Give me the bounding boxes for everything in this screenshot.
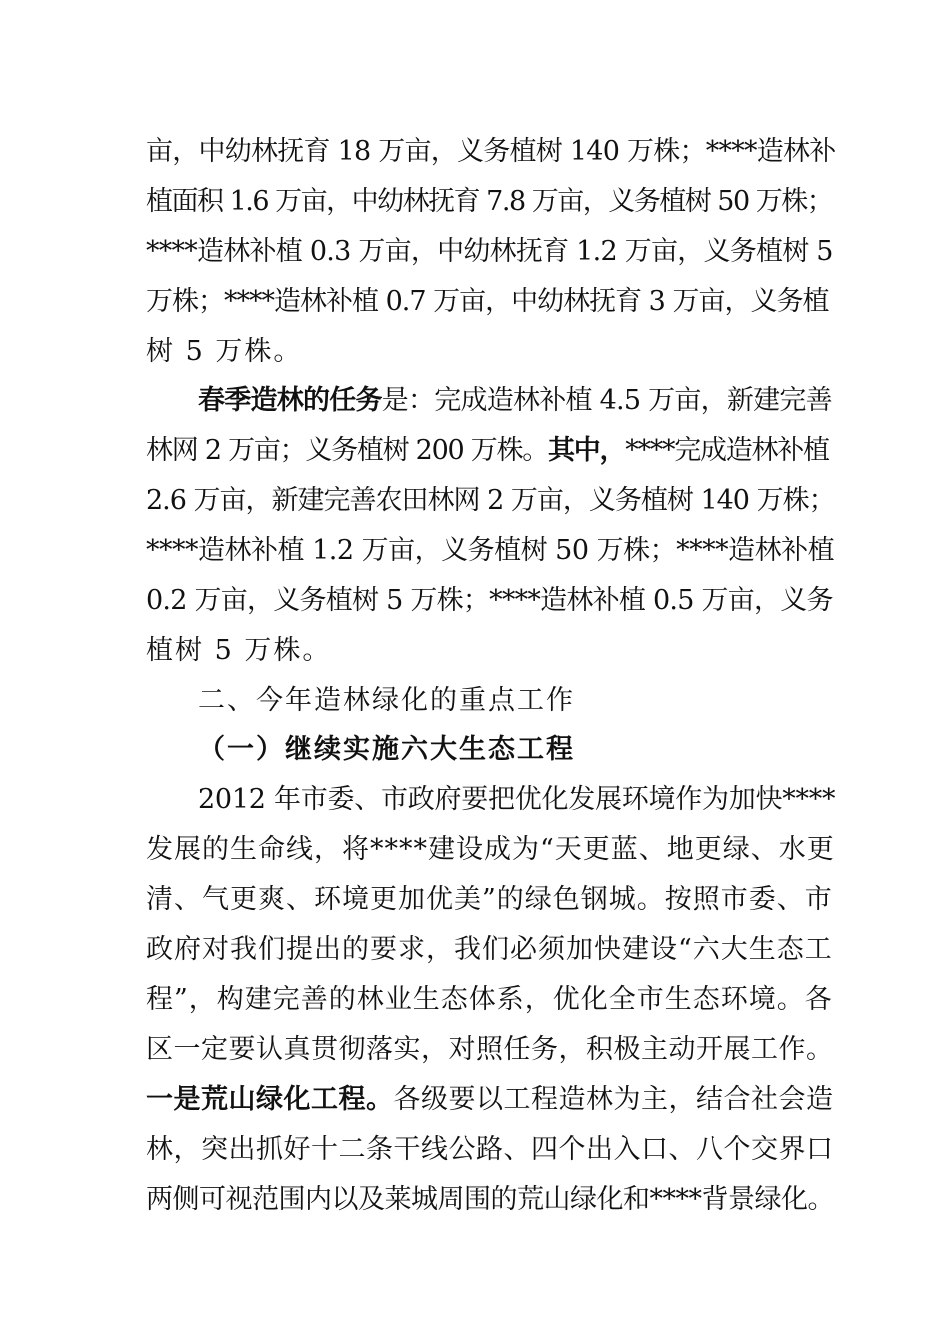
subsection-heading: （一）继续实施六大生态工程: [198, 734, 575, 765]
text-line: [146, 434, 836, 468]
text-span: 是：完成造林补植 4.5 万亩，新建完善: [381, 385, 832, 416]
text-line: 2012 年市委、市政府要把优化发展环境作为加快****: [198, 784, 836, 815]
text-line: ****造林补植 1.2 万亩，义务植树 50 万株；****造林补植: [146, 535, 835, 566]
text-line: 清、气更爽、环境更加优美”的绿色钢城。按照市委、市: [146, 884, 833, 915]
section-heading: 二、今年造林绿化的重点工作: [198, 685, 575, 716]
text-line: 万株；****造林补植 0.7 万亩，中幼林抚育 3 万亩，义务植: [146, 286, 829, 317]
text-line: 2.6 万亩，新建完善农田林网 2 万亩，义务植树 140 万株；: [146, 485, 835, 516]
text-line: ****造林补植 0.3 万亩，中幼林抚育 1.2 万亩，义务植树 5: [146, 236, 833, 267]
text-line: [146, 1083, 836, 1117]
text-line: 0.2 万亩，义务植树 5 万株；****造林补植 0.5 万亩，义务: [146, 585, 833, 616]
text-line: 树 5 万株。: [146, 336, 303, 367]
text-line: 两侧可视范围内以及莱城周围的荒山绿化和****背景绿化。: [146, 1184, 834, 1215]
text-span: ****完成造林补植: [625, 435, 829, 466]
text-line: 植树 5 万株。: [146, 635, 332, 666]
text-span: 林网 2 万亩；义务植树 200 万株。: [146, 435, 549, 466]
text-line: 林，突出抓好十二条干线公路、四个出入口、八个交界口: [146, 1134, 834, 1165]
text-line: 区一定要认真贯彻落实，对照任务，积极主动开展工作。: [146, 1034, 834, 1065]
text-line: 政府对我们提出的要求，我们必须加快建设“六大生态工: [146, 934, 833, 965]
text-line: 植面积 1.6 万亩，中幼林抚育 7.8 万亩，义务植树 50 万株；: [146, 186, 833, 217]
text-line: 发展的生命线，将****建设成为“天更蓝、地更绿、水更: [146, 834, 835, 865]
text-span: 各级要以工程造林为主，结合社会造: [393, 1084, 834, 1115]
bold-phrase: 春季造林的任务: [198, 385, 382, 416]
bold-phrase: 一是荒山绿化工程。: [146, 1084, 394, 1115]
text-line: 程”，构建完善的林业生态体系，优化全市生态环境。各: [146, 984, 833, 1015]
bold-phrase: 其中，: [548, 435, 626, 466]
text-line: [198, 384, 836, 418]
text-line: 亩，中幼林抚育 18 万亩，义务植树 140 万株；****造林补: [146, 136, 836, 167]
